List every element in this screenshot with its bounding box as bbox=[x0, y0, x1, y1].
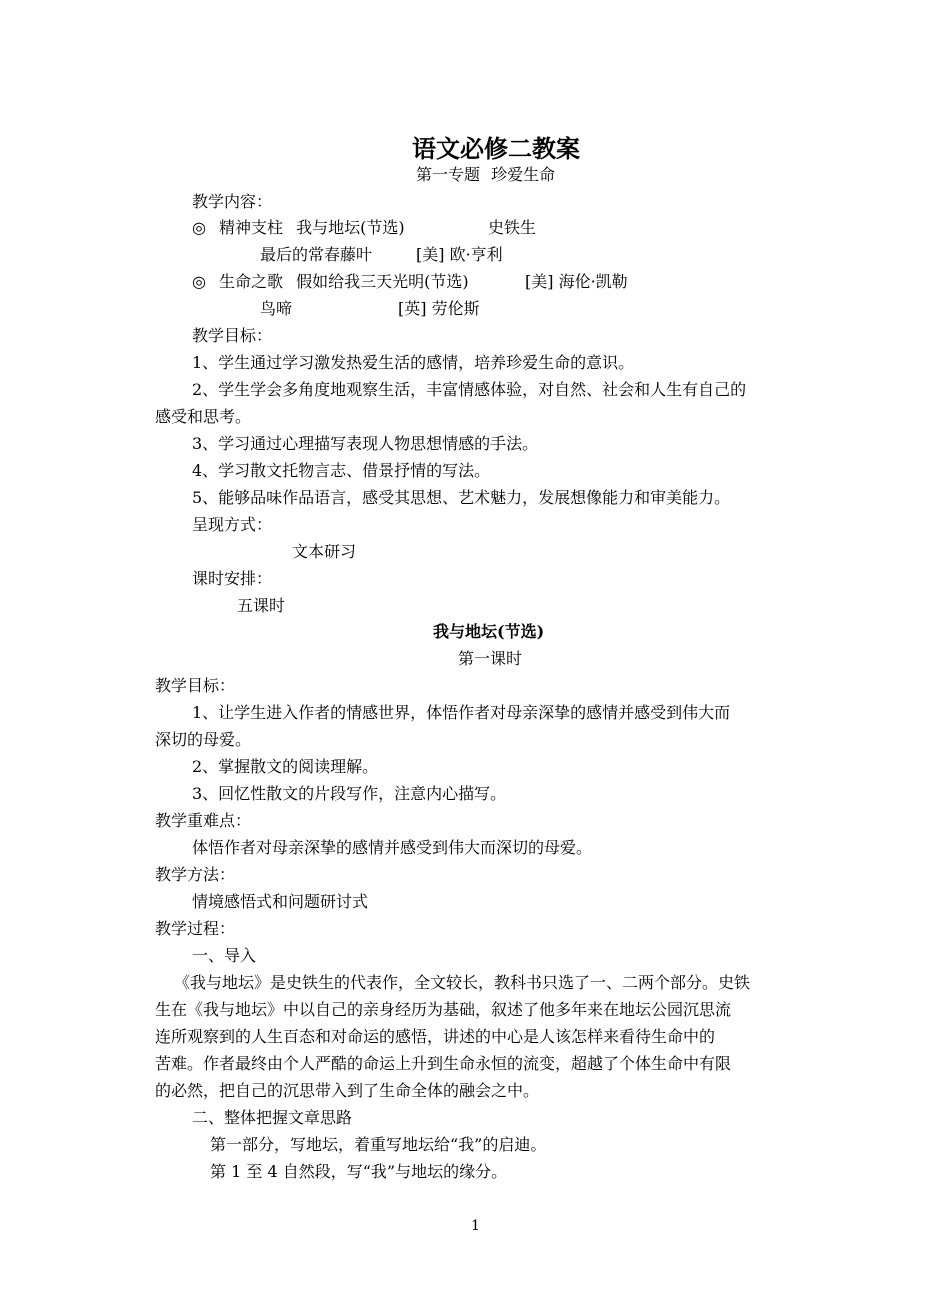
process-label: 教学过程： bbox=[155, 919, 236, 938]
goal-item: 1、学生通过学习激发热爱生活的感情，培养珍爱生命的意识。 bbox=[192, 353, 635, 372]
document-title: 语文必修二教案 bbox=[412, 134, 580, 163]
goal-item: 1、让学生进入作者的情感世界，体悟作者对母亲深挚的感情并感受到伟大而 bbox=[192, 703, 731, 722]
goal-item-continued: 感受和思考。 bbox=[155, 407, 252, 426]
reading-item-title: ◎ 生命之歌 假如给我三天光明(节选) bbox=[192, 272, 469, 291]
schedule-label: 课时安排： bbox=[192, 569, 273, 588]
goal-item: 2、学生学会多角度地观察生活，丰富情感体验，对自然、社会和人生有自己的 bbox=[192, 380, 747, 399]
outline-part: 第一部分，写地坛，着重写地坛给“我”的启迪。 bbox=[210, 1135, 547, 1154]
goal-item: 5、能够品味作品语言，感受其思想、艺术魅力，发展想像能力和审美能力。 bbox=[192, 488, 731, 507]
reading-item-author: 史铁生 bbox=[488, 218, 537, 237]
lesson-period: 第一课时 bbox=[458, 649, 523, 668]
reading-item-title: ◎ 精神支柱 我与地坛(节选) bbox=[192, 218, 405, 237]
intro-paragraph-line: 连所观察到的人生百态和对命运的感悟，讲述的中心是人该怎样来看待生命中的 bbox=[155, 1027, 716, 1046]
reading-item-title: 鸟啼 bbox=[260, 299, 293, 318]
intro-paragraph-line: 生在《我与地坛》中以自己的亲身经历为基础，叙述了他多年来在地坛公园沉思流 bbox=[155, 1000, 732, 1019]
intro-paragraph-line: 《我与地坛》是史铁生的代表作，全文较长，教科书只选了一、二两个部分。史铁 bbox=[174, 973, 751, 992]
method-value: 情境感悟式和问题研讨式 bbox=[192, 892, 369, 911]
key-points-value: 体悟作者对母亲深挚的感情并感受到伟大而深切的母爱。 bbox=[192, 838, 593, 857]
goals-label: 教学目标： bbox=[192, 326, 273, 345]
reading-item-author: [英] 劳伦斯 bbox=[398, 299, 480, 318]
presentation-value: 文本研习 bbox=[292, 542, 357, 561]
process-step-heading: 一、导入 bbox=[192, 946, 257, 965]
presentation-label: 呈现方式： bbox=[192, 515, 273, 534]
lesson-goals-label: 教学目标： bbox=[155, 676, 236, 695]
process-step-heading: 二、整体把握文章思路 bbox=[192, 1108, 353, 1127]
reading-item-author: [美] 海伦·凯勒 bbox=[525, 272, 628, 291]
schedule-value: 五课时 bbox=[237, 596, 286, 615]
intro-paragraph-line: 苦难。作者最终由个人严酷的命运上升到生命永恒的流变，超越了个体生命中有限 bbox=[155, 1054, 732, 1073]
goal-item: 4、学习散文托物言志、借景抒情的写法。 bbox=[192, 461, 491, 480]
key-points-label: 教学重难点： bbox=[155, 811, 252, 830]
lesson-title: 我与地坛(节选) bbox=[433, 622, 545, 641]
method-label: 教学方法： bbox=[155, 865, 236, 884]
goal-item: 2、掌握散文的阅读理解。 bbox=[192, 757, 379, 776]
content-label: 教学内容： bbox=[192, 192, 273, 211]
goal-item-continued: 深切的母爱。 bbox=[155, 730, 252, 749]
outline-subpart: 第 1 至 4 自然段，写“我”与地坛的缘分。 bbox=[210, 1162, 508, 1181]
unit-subtitle: 第一专题 珍爱生命 bbox=[416, 165, 556, 184]
goal-item: 3、学习通过心理描写表现人物思想情感的手法。 bbox=[192, 434, 539, 453]
goal-item: 3、回忆性散文的片段写作，注意内心描写。 bbox=[192, 784, 507, 803]
page-number: 1 bbox=[471, 1218, 480, 1234]
intro-paragraph-line: 的必然，把自己的沉思带入到了生命全体的融会之中。 bbox=[155, 1081, 540, 1100]
reading-item-author: [美] 欧·亨利 bbox=[416, 245, 503, 264]
reading-item-title: 最后的常春藤叶 bbox=[260, 245, 373, 264]
